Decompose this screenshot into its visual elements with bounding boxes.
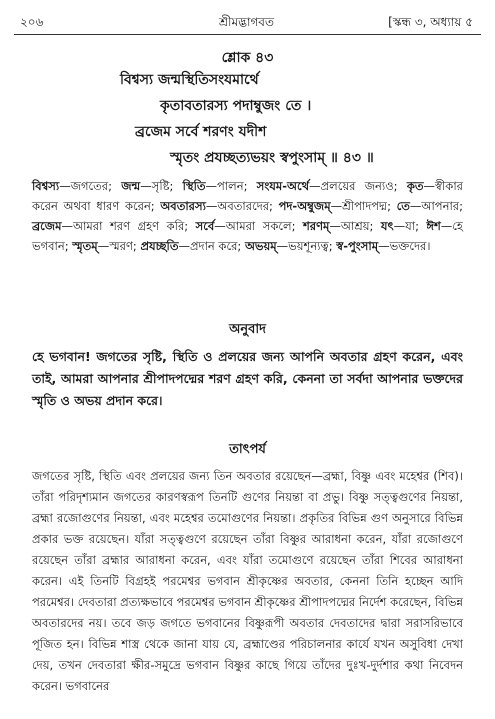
synonym-word: স্মৃতম্‌ xyxy=(72,239,98,253)
synonym-word: পদ-অম্বুজম্‌ xyxy=(278,199,331,213)
synonym-meaning: —যা; xyxy=(393,219,427,233)
page-header xyxy=(20,14,473,32)
synonym-meaning: —স্মরণ; xyxy=(97,239,141,253)
synonym-word: জন্ম xyxy=(121,179,141,193)
translation-heading: অনুবাদ xyxy=(229,322,266,337)
synonym-word: স্ব-পুংসাম্‌ xyxy=(336,239,379,253)
synonym-meaning: —ভক্তদের। xyxy=(378,239,431,253)
synonym-word: শরণম্‌ xyxy=(302,219,330,233)
verse-line-4: স্মৃতং প্রযচ্ছত্যভয়ং স্বপুংসাম্‌ ॥ ৪৩ ॥ xyxy=(170,150,374,166)
synonym-meaning: —পালন; xyxy=(205,179,257,193)
verse-line-2: কৃতাবতারস্য পদাম্বুজং তে । xyxy=(160,98,312,114)
synonym-meaning: —অবতারদের; xyxy=(205,199,279,213)
purport-heading: তাৎপর্য xyxy=(229,442,266,457)
synonym-meaning: —শ্রীপাদপদ্ম; xyxy=(330,199,397,213)
purport-text: জগতের সৃষ্টি, স্থিতি এবং প্রলয়ের জন্য তিন অবতার রয়েছেন—ব্রহ্মা, বিষ্ণু এবং মহেশ্বর (শিব)। তাঁরা পরিদৃশ্যমান জগতের কারণস্বরূপ তিনটি গুণের নিয়ন্তা বা প্রভু। বিষ্ণু সত্ত্বগুণের নিয়ন্তা, ব্রহ্মা রজোগুণের নিয়ন্তা, এবং মহেশ্বর তমোগুণের নিয়ন্তা। প্রকৃতির বিভিন্ন গুণ অনুসারে বিভিন্ন প্রকার ভক্ত রয়েছেন। যাঁরা সত্ত্বগুণে রয়েছেন তাঁরা বিষ্ণুর আরাধনা করেন, যাঁরা রজোগুণে রয়েছেন তাঁরা ব্রহ্মার আরাধনা করেন, এবং যাঁরা তমোগুণে রয়েছেন তাঁরা শিবের আরাধনা করেন। এই তিনটি বিগ্রহই পরমেশ্বর ভগবান শ্রীকৃষ্ণের অবতার, কেননা তিনি হচ্ছেন আদি পরমেশ্বর। দেবতারা প্রত্যক্ষভাবে পরমেশ্বর ভগবান শ্রীকৃষ্ণের শ্রীপাদপদ্মের নির্দেশ করেছেন, বিভিন্ন অবতারদের নয়। তবে জড় জগতে ভগবানের বিষ্ণুরূপী অবতার দেবতাদের দ্বারা সরাসরিভাবে পূজিত হন। বিভিন্ন শাস্ত্র থেকে জানা যায় যে, ব্রহ্মাণ্ডের পরিচালনার কার্যে যখন অসুবিধা দেখা দেয়, তখন দেবতারা ক্ষীর-সমুদ্রে ভগবান বিষ্ণুর কাছে গিয়ে তাঁদের দুঃখ-দুর্দশার কথা নিবেদন করেন। ভগবানের xyxy=(32,469,463,693)
synonym-meaning: —আমরা শরণ গ্রহণ করি; xyxy=(61,219,196,233)
synonym-word: প্রযচ্ছতি xyxy=(140,239,179,253)
synonym-meaning: —সৃষ্টি; xyxy=(140,179,183,193)
synonym-word: স্থিতি xyxy=(182,179,206,193)
synonym-meaning: —স্বীকার করেন অথবা ধারণ করেন; xyxy=(32,179,464,213)
synonym-word: কৃত xyxy=(406,179,424,193)
section-reference: [স্কন্ধ ৩, অধ্যায় ৫ xyxy=(388,15,473,29)
synonym-meaning: —প্রদান করে; xyxy=(178,239,245,253)
synonym-meaning: —আপনার; xyxy=(409,199,464,213)
synonym-word: ঈশ xyxy=(426,219,441,233)
synonym-word: তে xyxy=(396,199,410,213)
synonym-word: ব্রজেম xyxy=(32,219,62,233)
synonym-word: সংযম-অর্থে xyxy=(256,179,310,193)
synonym-meaning: —আশ্রয়; xyxy=(329,219,381,233)
verse-line-1: বিশ্বস্য জন্মস্থিতিসংযমার্থে xyxy=(120,72,259,88)
synonym-meaning: —হে ভগবান; xyxy=(32,219,463,253)
synonym-word: সর্বে xyxy=(195,219,215,233)
synonym-word: অবতারস্য xyxy=(160,199,206,213)
synonym-word: বিশ্বস্য xyxy=(32,179,60,193)
verse-line-3: ব্রজেম সর্বে শরণং যদীশ xyxy=(135,124,267,140)
header-rule xyxy=(14,34,481,35)
running-title: শ্রীমদ্ভাগবত xyxy=(218,15,274,29)
synonym-word: অভয়ম্‌ xyxy=(244,239,277,253)
synonym-meaning: —আমরা সকলে; xyxy=(214,219,303,233)
translation-text: হে ভগবান! জগতের সৃষ্টি, স্থিতি ও প্রলয়ের জন্য আপনি অবতার গ্রহণ করেন, এবং তাই, আমরা আপনার শ্রীপাদপদ্মের শরণ গ্রহণ করি, কেননা তা সর্বদা আপনার ভক্তদের স্মৃতি ও অভয় প্রদান করে। xyxy=(32,349,463,408)
page-number: ২০৬ xyxy=(20,15,44,29)
synonym-word: যৎ xyxy=(380,219,394,233)
synonym-meaning: —জগতের; xyxy=(59,179,122,193)
verse-number: শ্লোক ৪৩ xyxy=(221,50,274,66)
synonym-meaning: —ভয়শূন্যত্ব; xyxy=(276,239,337,253)
word-for-word-synonyms xyxy=(32,176,463,256)
synonym-meaning: —প্রলয়ের জন্যও; xyxy=(309,179,407,193)
